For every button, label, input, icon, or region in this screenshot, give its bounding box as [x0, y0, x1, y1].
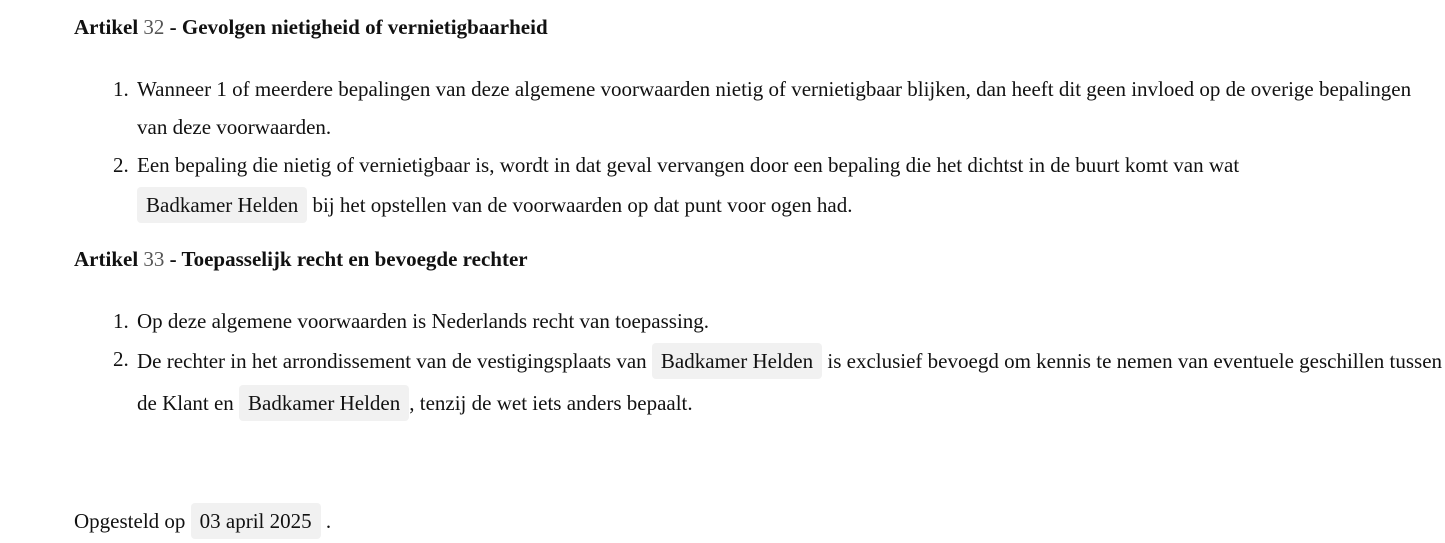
article-number: 32 — [143, 15, 165, 39]
clause-marker: 1. — [113, 309, 129, 333]
company-name-chip: Badkamer Helden — [652, 343, 822, 379]
clause-text: Op deze algemene voorwaarden is Nederlands recht van toepassing. — [137, 309, 710, 333]
clause-list — [74, 70, 1445, 226]
drafted-on-label: Opgesteld op — [74, 509, 191, 533]
article-33 — [74, 244, 1445, 424]
clause-item — [113, 146, 1445, 226]
article-heading — [74, 244, 1445, 274]
clause-text: bij het opstellen van de voorwaarden op dat punt voor ogen had. — [307, 193, 853, 217]
article-title: - Toepasselijk recht en bevoegde rechter — [164, 247, 528, 271]
company-name-chip: Badkamer Helden — [239, 385, 409, 421]
clause-text: De rechter in het arrondissement van de vestigingsplaats van — [137, 349, 652, 373]
article-number: 33 — [143, 247, 165, 271]
clause-text: , tenzij de wet iets anders bepaalt. — [409, 391, 693, 415]
clause-list — [74, 302, 1445, 424]
company-name-chip: Badkamer Helden — [137, 187, 307, 223]
clause-text: Een bepaling die nietig of vernietigbaar is, wordt in dat geval vervangen door een bepaling die het dichtst in de buurt komt van wat — [137, 153, 1240, 177]
clause-item — [113, 302, 1445, 340]
clause-marker: 2. — [113, 347, 129, 371]
clause-marker: 2. — [113, 153, 129, 177]
date-chip: 03 april 2025 — [191, 503, 321, 539]
article-label: Artikel — [74, 247, 139, 271]
article-32 — [74, 12, 1445, 226]
drafted-on-line — [74, 500, 1445, 542]
clause-item — [113, 340, 1445, 424]
article-heading — [74, 12, 1445, 42]
clause-marker: 1. — [113, 77, 129, 101]
article-title: - Gevolgen nietigheid of vernietigbaarheid — [164, 15, 548, 39]
clause-text: Wanneer 1 of meerdere bepalingen van deze algemene voorwaarden nietig of vernietigbaar blijken, dan heeft dit geen invloed op de overige bepalingen van deze voorwaarden. — [137, 77, 1412, 139]
drafted-on-suffix: . — [320, 509, 332, 533]
clause-text: is exclusief bevoegd om kennis te nemen van eventuele geschillen tussen de Klant en — [137, 349, 1443, 415]
clause-item — [113, 70, 1445, 146]
article-label: Artikel — [74, 15, 139, 39]
